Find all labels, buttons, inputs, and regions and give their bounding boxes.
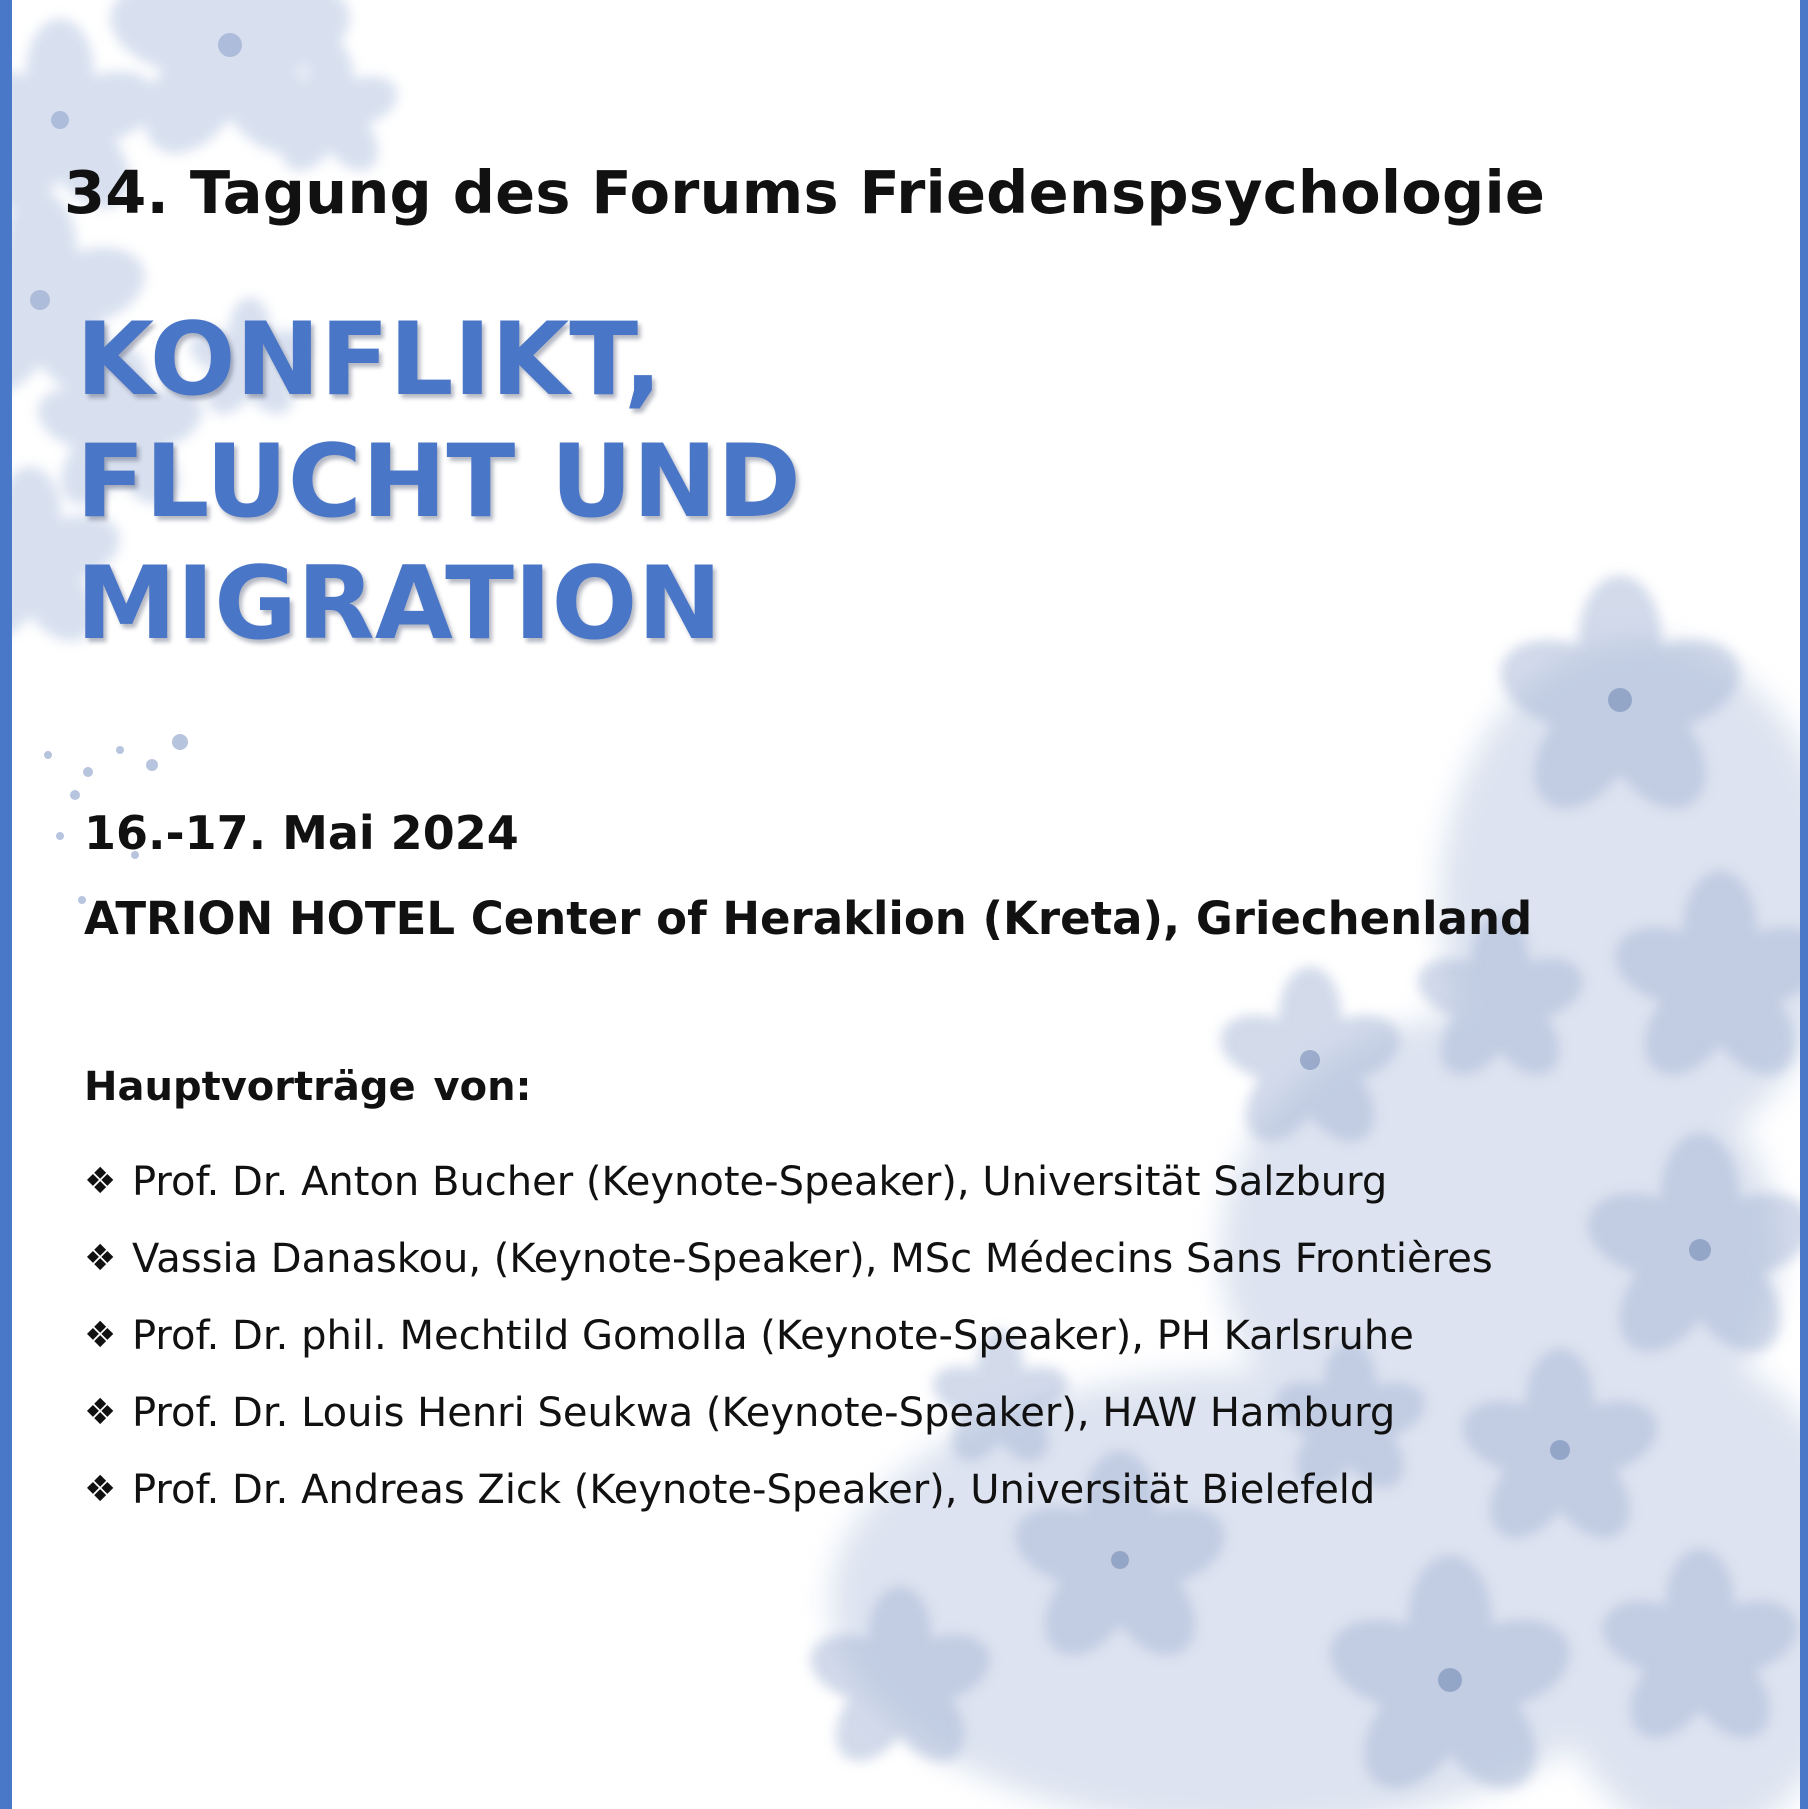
right-border [1800,0,1808,1809]
list-item [84,1143,1493,1220]
list-item [84,1297,1493,1374]
speaker-name: Prof. Dr. Louis Henri Seukwa (Keynote-Speaker), HAW Hamburg [132,1389,1396,1436]
diamond-bullet-icon: ❖ [84,1469,117,1510]
speaker-name: Prof. Dr. Andreas Zick (Keynote-Speaker), Universität Bielefeld [132,1466,1376,1513]
speaker-name: Prof. Dr. phil. Mechtild Gomolla (Keynote-Speaker), PH Karlsruhe [132,1312,1414,1359]
diamond-bullet-icon: ❖ [84,1238,117,1279]
event-date: 16.-17. Mai 2024 [84,806,519,860]
list-item [84,1451,1493,1528]
title-line-1: KONFLIKT, [76,300,663,418]
speaker-list [84,1143,1493,1528]
speaker-name: Prof. Dr. Anton Bucher (Keynote-Speaker), Universität Salzburg [132,1158,1388,1205]
diamond-bullet-icon: ❖ [84,1161,117,1202]
title-line-2: FLUCHT UND [76,422,801,540]
list-item [84,1220,1493,1297]
keynotes-heading: Hauptvorträge von: [84,1064,532,1110]
event-venue: ATRION HOTEL Center of Heraklion (Kreta), Griechenland [84,892,1533,945]
left-border [0,0,12,1809]
diamond-bullet-icon: ❖ [84,1315,117,1356]
main-title [76,298,801,664]
speaker-name: Vassia Danaskou, (Keynote-Speaker), MSc Médecins Sans Frontières [132,1235,1493,1282]
list-item [84,1374,1493,1451]
conference-subtitle: 34. Tagung des Forums Friedenspsychologie [64,158,1546,227]
diamond-bullet-icon: ❖ [84,1392,117,1433]
title-line-3: MIGRATION [76,544,722,662]
